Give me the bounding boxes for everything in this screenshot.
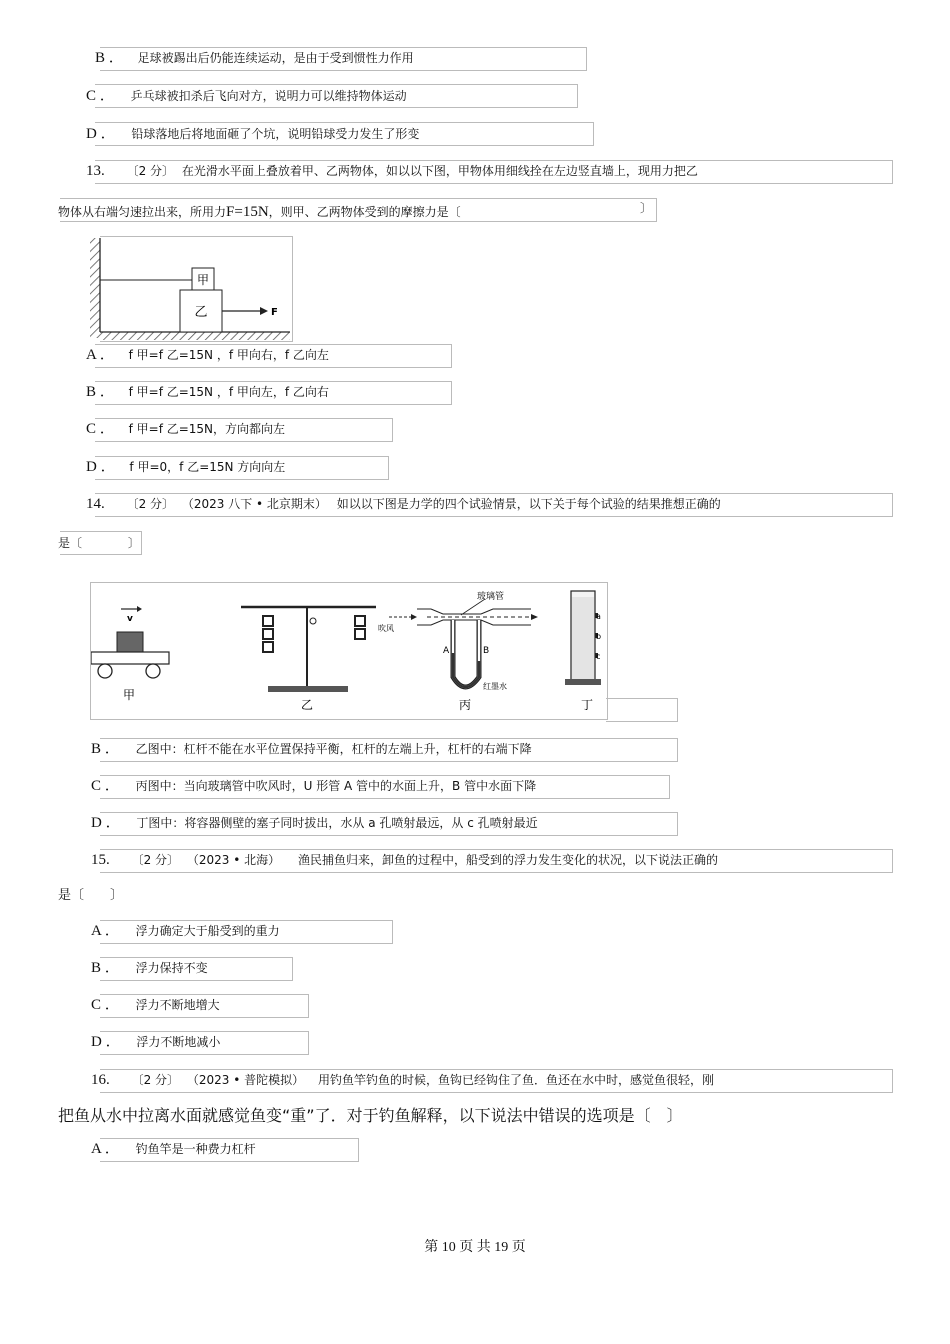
option-letter: B ． [91, 741, 120, 757]
velocity-arrow-head [137, 606, 142, 612]
q15-option-b[interactable] [91, 960, 208, 976]
q15-option-a[interactable] [91, 923, 280, 939]
option-text: 丙图中：当向玻璃管中吹风时，U 形管 A 管中的水面上升，B 管中水面下降 [135, 779, 537, 793]
cart-wheel [98, 664, 112, 678]
question-number: 13. [86, 163, 105, 179]
option-text: 乒乓球被扣杀后飞向对方，说明力可以维持物体运动 [130, 89, 407, 103]
question-source: （2023 八下 • 北京期末） [181, 497, 327, 511]
q15-stem-line1 [91, 852, 718, 868]
option-text: f 甲=f 乙=15N ，f 甲向右，f 乙向左 [128, 348, 329, 362]
lever-base [268, 686, 348, 692]
cart-body [91, 652, 169, 664]
option-letter: A ． [91, 1141, 120, 1157]
figure-label-ding: 丁 [581, 698, 594, 712]
q13-option-b[interactable] [86, 384, 329, 400]
container-base [565, 679, 601, 685]
wall-hatch [90, 238, 100, 338]
q13-option-c[interactable] [86, 421, 285, 437]
option-text: 乙图中：杠杆不能在水平位置保持平衡，杠杆的左端上升，杠杆的右端下降 [135, 742, 532, 756]
u-tube-inner [453, 620, 479, 687]
option-letter: A ． [86, 347, 115, 363]
option-text: 浮力确定大于船受到的重力 [135, 924, 280, 938]
hole-c-label: c [596, 652, 601, 661]
question-stem: 渔民捕鱼归来，卸鱼的过程中，船受到的浮力发生变化的状况，以下说法正确的 [297, 853, 718, 867]
question-stem: ，则甲、乙两物体受到的摩擦力是〔 [268, 205, 461, 219]
option-letter: D ． [86, 126, 116, 142]
weight [263, 642, 273, 652]
q14-figure [91, 583, 606, 717]
page-number: 第 10 页 共 19 页 [424, 1240, 526, 1255]
question-stem: 在光滑水平面上叠放着甲、乙两物体，如以以下图，甲物体用细线拴在左边竖直墙上，现用力把乙 [181, 164, 698, 178]
option-text: f 甲=f 乙=15N ，f 甲向左，f 乙向右 [128, 385, 329, 399]
water [572, 597, 594, 680]
blow-arrow-head [411, 614, 417, 620]
question-score: 〔2 分〕 [126, 164, 175, 178]
tube-a-label: A [443, 646, 450, 656]
option-text: 足球被踢出后仍能连续运动，是由于受到惯性力作用 [137, 51, 414, 65]
option-text: 浮力不断地增大 [135, 998, 220, 1012]
answer-bracket-close: 〕 [640, 201, 653, 215]
question-number: 14. [86, 496, 105, 512]
force-arrow-head [260, 307, 268, 315]
q13-figure [88, 236, 292, 342]
answer-bracket-close: 〕 [127, 536, 140, 550]
hole-b-label: b [596, 632, 602, 641]
option-letter: D ． [86, 459, 116, 475]
q14-option-c[interactable] [91, 778, 536, 794]
option-letter: D ． [91, 815, 121, 831]
block [117, 632, 143, 652]
q16-stem-line2: 把鱼从水中拉离水面就感觉鱼变“重”了．对于钓鱼解释，以下说法中错误的选项是〔 〕 [58, 1106, 683, 1125]
velocity-label: v [127, 614, 133, 624]
q14-stem-line1 [86, 496, 721, 512]
option-text: f 甲=f 乙=15N，方向都向左 [128, 422, 286, 436]
option-letter: B ． [95, 50, 124, 66]
option-letter: B ． [91, 960, 120, 976]
figure-ding [565, 591, 601, 712]
option-letter: C ． [91, 778, 120, 794]
tube-b-label: B [483, 646, 490, 656]
question-stem: 物体从右端匀速拉出来，所用力 [58, 205, 227, 219]
q15-option-c[interactable] [91, 997, 220, 1013]
figure-bing [378, 590, 538, 712]
block-yi-label: 乙 [194, 305, 208, 320]
q15-option-d[interactable] [91, 1034, 220, 1050]
blow-label: 吹风 [378, 624, 394, 633]
option-text: 浮力保持不变 [135, 961, 208, 975]
q13-stem-line1 [86, 163, 698, 179]
red-ink [453, 653, 479, 687]
option-text: f 甲=0，f 乙=15N 方向向左 [129, 460, 286, 474]
weight [263, 616, 273, 626]
option-letter: B ． [86, 384, 115, 400]
figure-jia [91, 606, 169, 702]
question-score: 〔2 分〕 [126, 497, 175, 511]
q15-stem-line2: 是〔 〕 [58, 888, 124, 903]
figure-label-bing: 丙 [459, 698, 472, 712]
flow-arrow-head [531, 614, 538, 620]
cart-wheel [146, 664, 160, 678]
option-letter: C ． [91, 997, 120, 1013]
option-text: 钓鱼竿是一种费力杠杆 [135, 1142, 256, 1156]
q14-option-b[interactable] [91, 741, 532, 757]
q13-option-a[interactable] [86, 347, 329, 363]
option-text: 浮力不断地减小 [136, 1035, 221, 1049]
q12-option-c[interactable] [86, 88, 407, 104]
q13-option-d[interactable] [86, 459, 285, 475]
floor-hatch [100, 332, 290, 340]
pivot [310, 618, 316, 624]
q16-stem-line1 [91, 1072, 714, 1088]
option-letter: C ． [86, 88, 115, 104]
pointer-line [461, 599, 485, 615]
question-source: （2023 • 普陀模拟） [186, 1073, 305, 1087]
figure-box-tail [606, 698, 678, 722]
q16-option-a[interactable] [91, 1141, 256, 1157]
question-stem: 如以以下图是力学的四个试验情景，以下关于每个试验的结果推想正确的 [336, 497, 721, 511]
red-ink-label: 红墨水 [483, 682, 507, 691]
q14-option-d[interactable] [91, 815, 538, 831]
question-score: 〔2 分〕 [131, 853, 180, 867]
q12-option-d[interactable] [86, 126, 419, 142]
glass-tube-label: 玻璃管 [477, 592, 505, 602]
question-score: 〔2 分〕 [131, 1073, 180, 1087]
weight [263, 629, 273, 639]
question-stem: 用钓鱼竿钓鱼的时候，鱼钩已经钩住了鱼．鱼还在水中时，感觉鱼很轻，刚 [317, 1073, 714, 1087]
figure-label-jia: 甲 [123, 688, 136, 702]
block-jia-label: 甲 [196, 273, 210, 287]
option-text: 铅球落地后将地面砸了个坑，说明铅球受力发生了形变 [131, 127, 420, 141]
question-number: 16. [91, 1072, 110, 1088]
hole-a-label: a [596, 612, 601, 621]
question-source: （2023 • 北海） [186, 853, 281, 867]
figure-yi [241, 607, 376, 712]
weight [355, 616, 365, 626]
question-stem: 是〔 [58, 536, 83, 550]
q12-option-b[interactable] [95, 50, 414, 66]
option-letter: A ． [91, 923, 120, 939]
option-letter: D ． [91, 1034, 121, 1050]
force-value: F=15N [226, 204, 269, 220]
u-tube [453, 620, 479, 687]
weight [355, 629, 365, 639]
option-letter: C ． [86, 421, 115, 437]
q14-stem-line2 [58, 535, 140, 551]
option-text: 丁图中：将容器侧壁的塞子同时拔出，水从 a 孔喷射最远，从 c 孔喷射最近 [136, 816, 538, 830]
figure-label-yi: 乙 [301, 698, 314, 712]
q13-stem-line2 [58, 204, 461, 220]
question-number: 15. [91, 852, 110, 868]
force-label: F [271, 307, 278, 318]
